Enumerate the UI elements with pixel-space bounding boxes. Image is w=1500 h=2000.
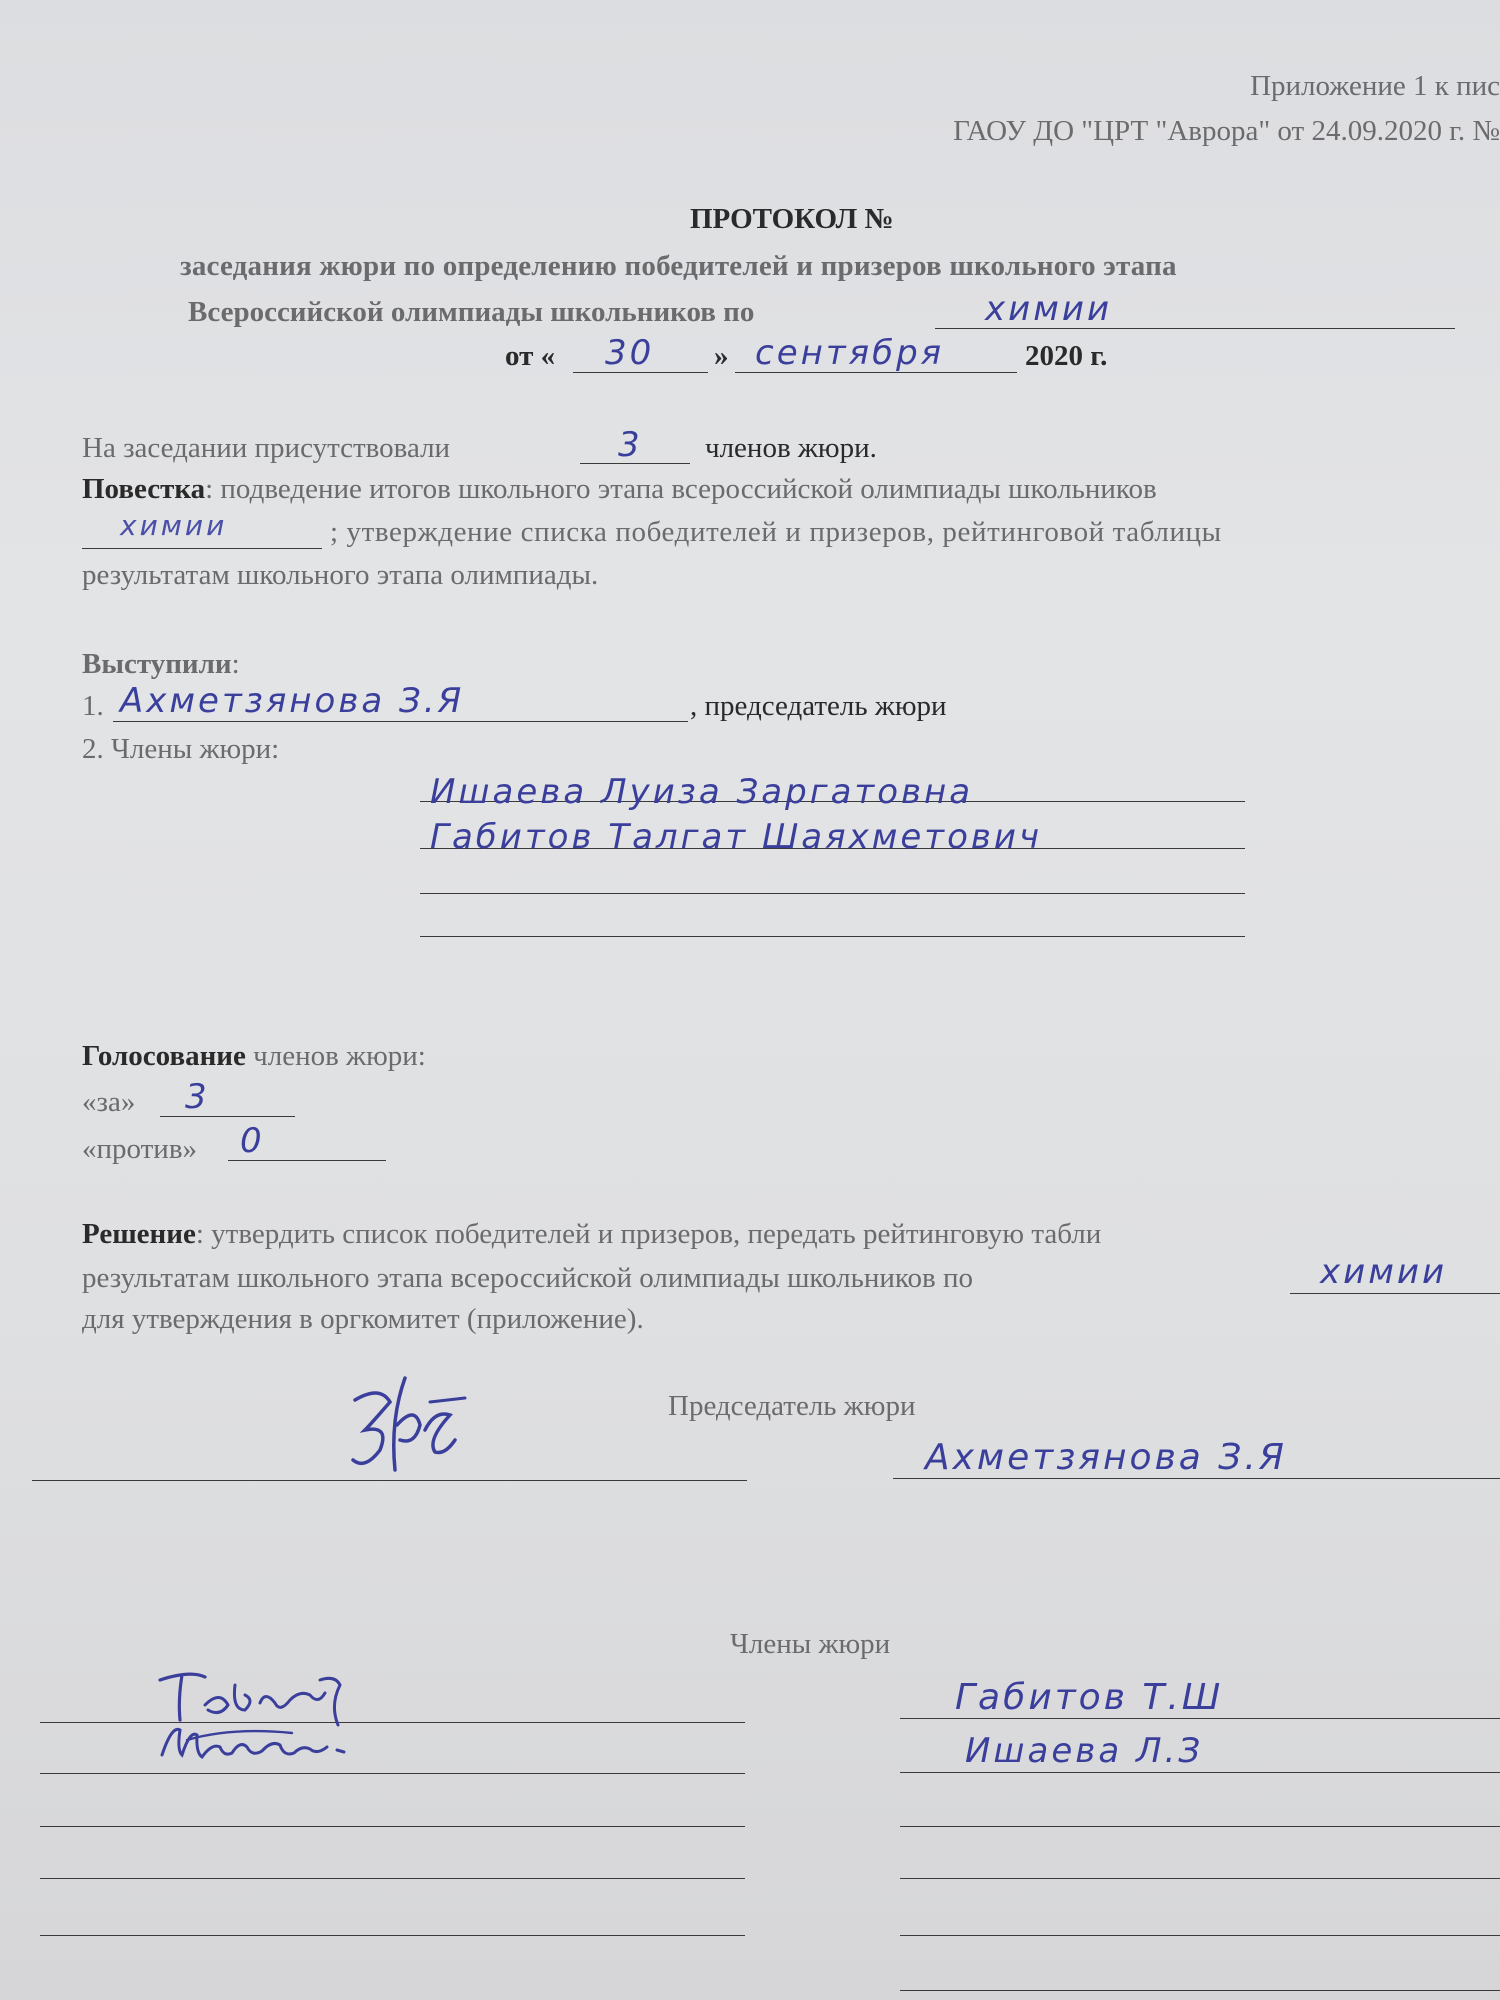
speaker-1-role: , председатель жюри xyxy=(690,690,947,722)
agenda-text-3: результатам школьного этапа олимпиады. xyxy=(82,559,599,591)
protocol-title: ПРОТОКОЛ № xyxy=(690,203,894,235)
jury-sign-line-2 xyxy=(40,1773,745,1774)
agenda-subject-underline xyxy=(82,548,322,549)
agenda-subject: химии xyxy=(120,509,228,542)
vote-for-label: «за» xyxy=(82,1086,136,1118)
date-prefix: от « xyxy=(505,340,556,372)
jury-sign-line-3 xyxy=(40,1826,745,1827)
title-line-1: заседания жюри по определению победителей и призеров школьного этапа xyxy=(180,250,1177,282)
vote-for-value: 3 xyxy=(185,1077,210,1117)
agenda-line-1 xyxy=(82,475,1157,504)
chair-signature xyxy=(335,1370,475,1485)
month-handwritten: сентября xyxy=(755,333,945,373)
jury-name-line-2 xyxy=(900,1772,1500,1773)
speaker-chair-name: Ахметзянова З.Я xyxy=(120,681,465,721)
year: 2020 г. xyxy=(1025,340,1108,372)
member-line-3 xyxy=(420,893,1245,894)
jury-name-line-6 xyxy=(900,1990,1500,1991)
speakers-heading: Выступили: xyxy=(82,648,240,680)
chair-name-line xyxy=(893,1478,1500,1479)
member-name-1: Ишаева Луиза Заргатовна xyxy=(430,772,974,812)
voting-heading: Голосование членов жюри: xyxy=(82,1040,426,1072)
jury-name-2: Ишаева Л.З xyxy=(965,1731,1204,1771)
member-line-4 xyxy=(420,936,1245,937)
speakers-label: Выступили xyxy=(82,648,232,680)
vote-against-label: «против» xyxy=(82,1133,198,1165)
chair-name-underline xyxy=(113,721,688,722)
jury-signature-2 xyxy=(152,1715,352,1770)
attendance-count: 3 xyxy=(618,425,643,465)
jury-label: Члены жюри xyxy=(730,1628,891,1660)
subject-handwritten: химии xyxy=(985,289,1113,329)
decision-subject-underline xyxy=(1290,1293,1500,1294)
agenda-text-2: ; утверждение списка победителей и призеров, рейтинговой таблицы xyxy=(330,516,1222,548)
jury-name-line-4 xyxy=(900,1878,1500,1879)
speaker-1-number: 1. xyxy=(82,690,104,722)
decision-line-1 xyxy=(82,1220,1101,1249)
jury-sign-line-1 xyxy=(40,1722,745,1723)
vote-against-value: 0 xyxy=(240,1121,265,1161)
member-name-2: Габитов Талгат Шаяхметович xyxy=(430,817,1043,857)
agenda-label: Повестка xyxy=(82,473,206,505)
chair-name: Ахметзянова З.Я xyxy=(925,1437,1287,1478)
chair-label: Председатель жюри xyxy=(668,1390,916,1422)
speaker-2-label: 2. Члены жюри: xyxy=(82,733,280,765)
title-line-2: Всероссийской олимпиады школьников по xyxy=(188,296,755,328)
jury-name-1: Габитов Т.Ш xyxy=(955,1677,1224,1718)
appendix-line-1: Приложение 1 к пис xyxy=(1250,70,1500,102)
attendance-prefix: На заседании присутствовали xyxy=(82,432,451,464)
decision-text-3: для утверждения в оргкомитет (приложение). xyxy=(82,1303,644,1335)
jury-name-line-5 xyxy=(900,1935,1500,1936)
day-handwritten: 30 xyxy=(605,333,655,373)
date-mid: » xyxy=(714,340,729,372)
attendance-suffix: членов жюри. xyxy=(705,432,877,464)
vote-for-underline xyxy=(160,1116,295,1117)
jury-sign-line-5 xyxy=(40,1935,745,1936)
decision-label: Решение xyxy=(82,1218,196,1250)
jury-sign-line-4 xyxy=(40,1878,745,1879)
decision-text-1: : утвердить список победителей и призеров, передать рейтинговую табли xyxy=(195,1218,1102,1250)
decision-text-2: результатам школьного этапа всероссийской олимпиады школьников по xyxy=(82,1262,973,1294)
agenda-text-1: : подведение итогов школьного этапа всероссийской олимпиады школьников xyxy=(205,473,1157,505)
jury-name-line-1 xyxy=(900,1718,1500,1719)
appendix-line-2: ГАОУ ДО "ЦРТ "Аврора" от 24.09.2020 г. № xyxy=(953,115,1500,147)
decision-subject: химии xyxy=(1320,1252,1448,1292)
jury-name-line-3 xyxy=(900,1826,1500,1827)
voting-label: Голосование xyxy=(82,1040,246,1072)
